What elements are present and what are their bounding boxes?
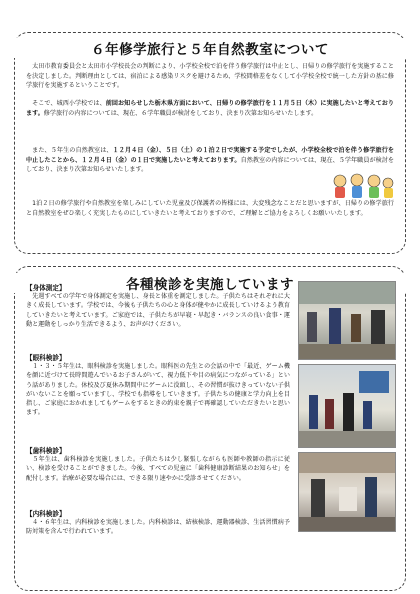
children-illustration-icon xyxy=(330,172,396,200)
section-text-dental-exam: ５年生は、歯科検診を実施しました。子供たちは少し緊張しながらも医師や教師の指示に従い、検診を受けることができました。今後、すべての児童に「歯科健康診断結果のお知らせ」を配付します。治療が必要な場合には、できる限り速やかに受診させてください。 xyxy=(26,456,290,482)
section-heading-body-measurement: 【身体測定】 xyxy=(26,284,66,292)
p2-highlight: 前回お知らせした栃木県方面において、日帰りの修学旅行を１１月５日（木）に実施したいと考えております。 xyxy=(26,100,394,117)
notice-paragraph-4: 1泊２日の修学旅行や自然教室を楽しみにしていた児童及び保護者の皆様には、大変残念なことだと思いますが、日帰りの修学旅行と自然教室をぜひ楽しく充実したものにしていきたいと考えておりますので、ご理解とご協力をよろしくお願いいたします。 xyxy=(26,200,394,217)
p3-rest: 自然教室の内容については、現在、５学年職員が検討をしており、決まり次第お知らせいたします。 xyxy=(26,156,394,173)
p3-highlight: １２月４日（金）、５日（土）の１泊２日で実施する予定でしたが、小学校全校で泊を伴う修学旅行を中止したことから、１２月４日（金）の１日で実施したいと考えております。 xyxy=(26,147,395,164)
section-text-medical-exam: ４・６年生は、内科検診を実施しました。内科検診は、結核検診、運動器検診、生活習慣病予防対策を含んで行われています。 xyxy=(26,519,290,536)
section-heading-eye-exam: 【眼科検診】 xyxy=(26,354,66,362)
eye-exam-photo xyxy=(298,364,396,448)
physical-measurement-photo xyxy=(298,281,396,360)
checkup-title: 各種検診を実施しています xyxy=(14,273,406,293)
section-heading-medical-exam: 【内科検診】 xyxy=(26,510,66,518)
p2-intro: そこで、城西小学校では、 xyxy=(26,100,106,107)
section-text-eye-exam: １・３・５年生は、眼科検診を実施しました。眼科医の先生との会話の中で「最近、ゲーム機を顔に近づけて長時間遊んでいるお子さんがいて、視力低下や目の病気につながっている」という話がありました。休校及び夏休み期間中にゲームに没頭し、その習慣が抜けきっていない子供がいないことを願っていますし、学校でも指導をしていきます。子供たちの健康と学力向上を目指し、ご家庭におかれましてもゲームをするときの約束を親子で再確認していただきたいと思います。 xyxy=(26,363,290,417)
p2-rest: 修学旅行の内容については、現在、６学年職員が検討をしており、決まり次第お知らせいたします。 xyxy=(43,109,318,117)
notice-paragraph-3 xyxy=(26,146,394,175)
notice-title: ６年修学旅行と５年自然教室について xyxy=(14,38,406,58)
section-text-body-measurement: 先週すべての学年で身体測定を実施し、身長と体重を測定しました。子供たちはそれぞれに大きく成長しています。学校では、今後も子供たちの心と身体が健やかに成長していけるよう教育していきたいと考えています。ご家庭では、子供たちが早寝・早起き・バランスの良い食事・運動と運動をしっかり生活できるよう、お声がけください。 xyxy=(26,293,290,328)
section-heading-dental-exam: 【歯科検診】 xyxy=(26,447,66,455)
notice-paragraph-1: 太田市教育委員会と太田市小学校長会の判断により、小学校全校で泊を伴う修学旅行は中止とし、日帰りの修学旅行を実施することを決定しました。判断理由としては、宿泊による感染リスクを避けるため、学校間格差をなくして小学校全校で統一した方針の基に修学旅行を実施するということです。 xyxy=(26,63,394,89)
notice-paragraph-2 xyxy=(26,99,394,118)
dental-exam-photo xyxy=(298,452,396,532)
p3-intro: また、５年生の自然教室は、 xyxy=(26,147,113,154)
